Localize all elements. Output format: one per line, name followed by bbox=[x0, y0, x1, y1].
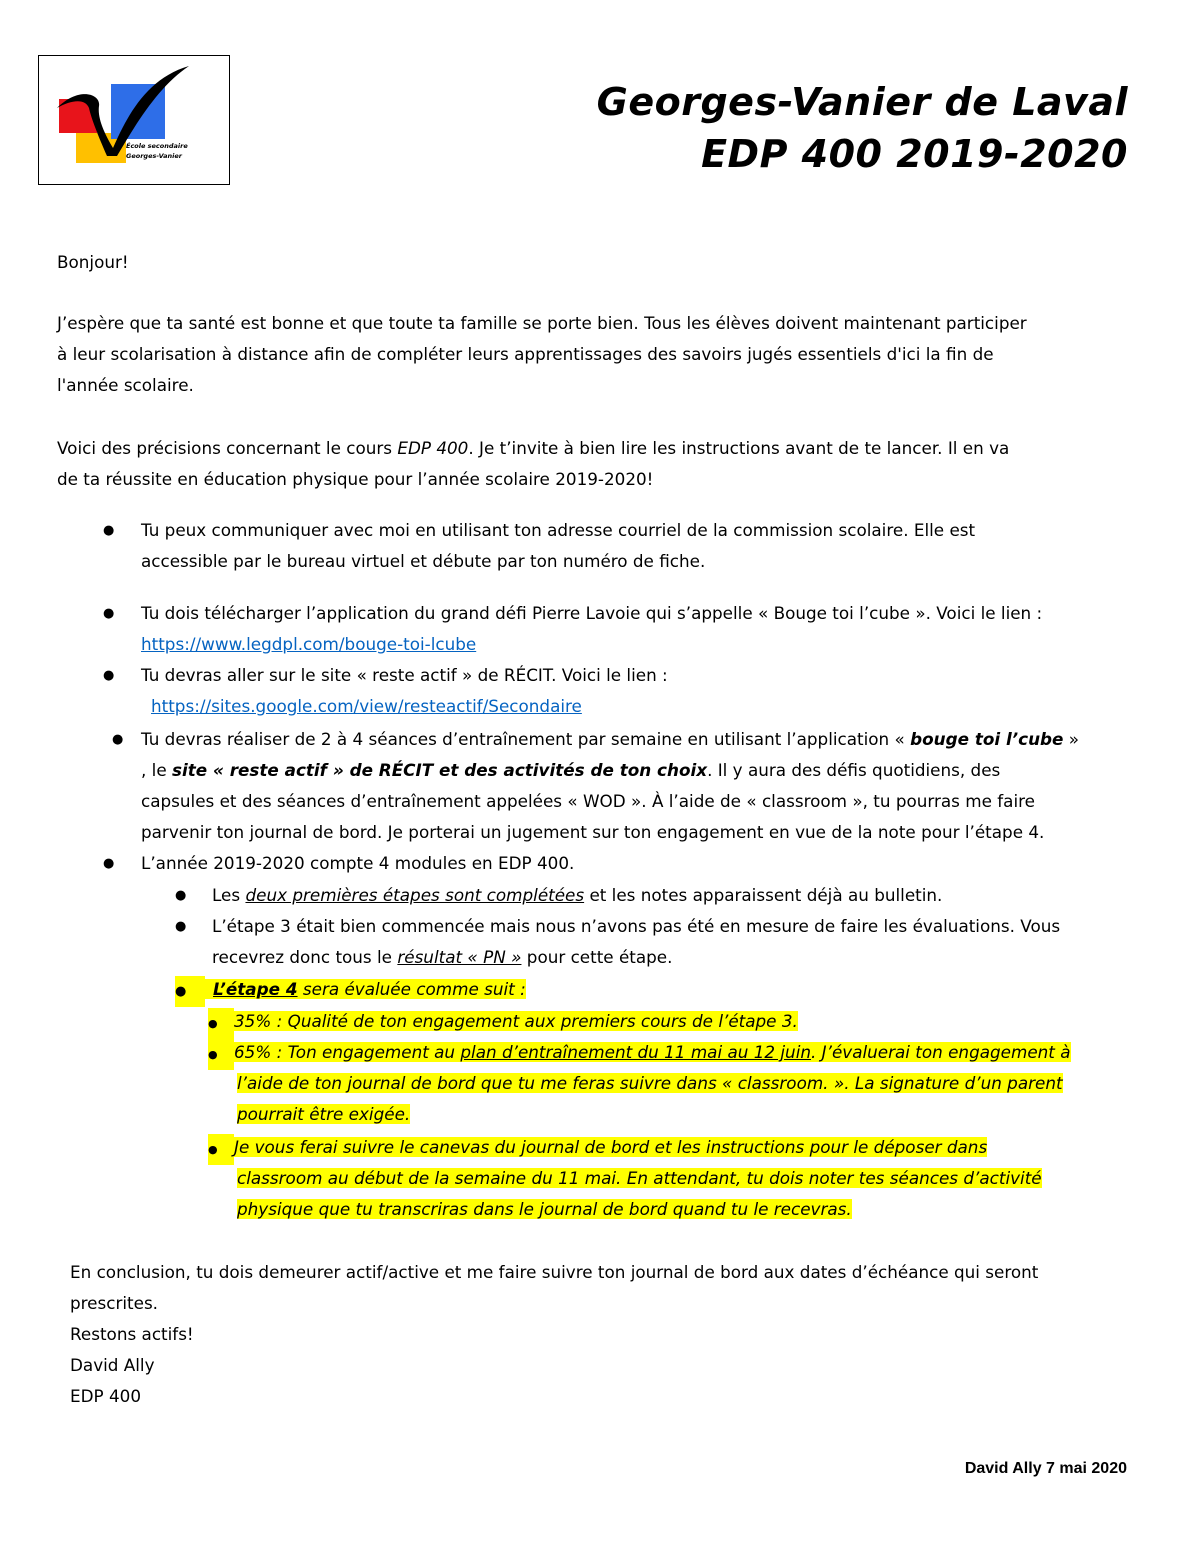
journal-text: physique que tu transcriras dans le journal de bord quand tu le recevras. bbox=[237, 1199, 852, 1219]
step-4-line bbox=[175, 974, 526, 1007]
intro-line-3: l'année scolaire. bbox=[57, 375, 194, 395]
closing-phrase: Restons actifs! bbox=[70, 1324, 194, 1344]
bullet-3-line-1: Tu devras aller sur le site « reste actif » de RÉCIT. Voici le lien : bbox=[141, 665, 668, 685]
bullet-dot-icon: ● bbox=[208, 1039, 234, 1070]
conclusion-line-1: En conclusion, tu dois demeurer actif/active et me faire suivre ton journal de bord aux dates d’échéance qui seront bbox=[70, 1262, 1039, 1282]
bullet-4-line-1 bbox=[141, 724, 1079, 755]
bullet-2-line-1: Tu dois télécharger l’application du grand défi Pierre Lavoie qui s’appelle « Bouge toi l’cube ». Voici le lien : bbox=[141, 603, 1043, 623]
criteria-35-line bbox=[208, 1006, 798, 1039]
journal-line-1 bbox=[208, 1132, 987, 1165]
journal-line-2 bbox=[237, 1163, 1042, 1194]
bullet-5-line-1: L’année 2019-2020 compte 4 modules en EDP 400. bbox=[141, 853, 575, 873]
criteria-65-text: . J’évaluerai ton engagement à bbox=[811, 1042, 1071, 1062]
bullet-4-text: . Il y aura des défis quotidiens, des bbox=[707, 760, 1001, 780]
course-code: EDP 400 bbox=[397, 438, 469, 458]
precision-text: Voici des précisions concernant le cours bbox=[57, 438, 398, 458]
greeting: Bonjour! bbox=[57, 252, 129, 272]
school-logo bbox=[38, 55, 230, 185]
criteria-65-line-3 bbox=[237, 1099, 410, 1130]
precision-line-2: de ta réussite en éducation physique pour l’année scolaire 2019-2020! bbox=[57, 469, 654, 489]
footer-author-date: David Ally 7 mai 2020 bbox=[964, 1460, 1127, 1477]
bullet-dot-icon: ● bbox=[175, 976, 205, 1007]
sub-bullet-text: pour cette étape. bbox=[521, 947, 673, 967]
bullet-3-link-line bbox=[151, 691, 582, 722]
bullet-4-text: , le bbox=[141, 760, 172, 780]
bullet-4-line-3: capsules et des séances d’entraînement appelées « WOD ». À l’aide de « classroom », tu pourras me faire bbox=[141, 791, 1035, 811]
sub-bullet-text: recevrez donc tous le bbox=[212, 947, 398, 967]
criteria-65-text: l’aide de ton journal de bord que tu me feras suivre dans « classroom. ». La signature d’un parent bbox=[237, 1073, 1063, 1093]
bullet-dot-icon: ● bbox=[208, 1134, 234, 1165]
training-plan-dates: plan d’entraînement du 11 mai au 12 juin bbox=[460, 1042, 811, 1062]
intro-line-2: à leur scolarisation à distance afin de compléter leurs apprentissages des savoirs jugés essentiels d'ici la fin de bbox=[57, 344, 994, 364]
sub-bullet-1 bbox=[212, 880, 942, 911]
bullet-dot-icon: ● bbox=[175, 919, 187, 934]
sub-bullet-text: Les bbox=[212, 885, 246, 905]
signature-course: EDP 400 bbox=[70, 1386, 142, 1406]
sub-bullet-2-line-1: L’étape 3 était bien commencée mais nous n’avons pas été en mesure de faire les évaluations. Vous bbox=[212, 916, 1061, 936]
criteria-65-line-1 bbox=[208, 1037, 1071, 1070]
bullet-dot-icon: ● bbox=[103, 523, 115, 538]
intro-line-1: J’espère que ta santé est bonne et que toute ta famille se porte bien. Tous les élèves doivent maintenant participer bbox=[57, 313, 1027, 333]
bullet-dot-icon: ● bbox=[208, 1008, 234, 1039]
conclusion-line-2: prescrites. bbox=[70, 1293, 159, 1313]
logo-text-line2: Georges-Vanier bbox=[126, 152, 182, 160]
bullet-4-line-4: parvenir ton journal de bord. Je porterai un jugement sur ton engagement en vue de la note pour l’étape 4. bbox=[141, 822, 1045, 842]
criteria-65-line-2 bbox=[237, 1068, 1063, 1099]
journal-text: classroom au début de la semaine du 11 mai. En attendant, tu dois noter tes séances d’activité bbox=[237, 1168, 1042, 1188]
page-title bbox=[597, 76, 1128, 180]
sub-bullet-2-line-2 bbox=[212, 942, 672, 973]
bullet-4-text: Tu devras réaliser de 2 à 4 séances d’entraînement par semaine en utilisant l’application « bbox=[141, 729, 911, 749]
reste-actif-link[interactable]: https://sites.google.com/view/resteactif/Secondaire bbox=[151, 696, 582, 716]
criteria-65-text: pourrait être exigée. bbox=[237, 1104, 411, 1124]
precision-text: . Je t’invite à bien lire les instructions avant de te lancer. Il en va bbox=[468, 438, 1010, 458]
app-name: bouge toi l’cube bbox=[910, 729, 1064, 749]
bullet-2-link-line bbox=[141, 629, 476, 660]
sub-bullet-text: et les notes apparaissent déjà au bulletin. bbox=[584, 885, 943, 905]
criteria-65-text: 65% : Ton engagement au bbox=[234, 1042, 461, 1062]
journal-line-3 bbox=[237, 1194, 852, 1225]
signature-name: David Ally bbox=[70, 1355, 155, 1375]
step-4-text: sera évaluée comme suit : bbox=[297, 979, 526, 999]
journal-text: Je vous ferai suivre le canevas du journal de bord et les instructions pour le déposer dans bbox=[234, 1137, 988, 1157]
criteria-35: 35% : Qualité de ton engagement aux premiers cours de l’étape 3. bbox=[234, 1011, 798, 1031]
bullet-dot-icon: ● bbox=[112, 732, 124, 747]
bullet-1-line-1: Tu peux communiquer avec moi en utilisant ton adresse courriel de la commission scolaire. Elle est bbox=[141, 520, 976, 540]
precision-line-1 bbox=[57, 433, 1009, 464]
site-name: site « reste actif » de RÉCIT et des activités de ton choix bbox=[172, 760, 708, 780]
title-course: EDP 400 2019-2020 bbox=[701, 132, 1128, 176]
title-school: Georges-Vanier de Laval bbox=[596, 80, 1128, 124]
logo-text-line1: École secondaire bbox=[126, 142, 188, 150]
bullet-4-text: » bbox=[1063, 729, 1080, 749]
completed-steps: deux premières étapes sont complétées bbox=[245, 885, 585, 905]
step-4-label: L’étape 4 bbox=[213, 979, 298, 999]
school-v-logo-icon bbox=[39, 56, 230, 185]
pn-result: résultat « PN » bbox=[397, 947, 522, 967]
bullet-dot-icon: ● bbox=[175, 888, 187, 903]
bullet-4-line-2 bbox=[141, 755, 1000, 786]
bullet-dot-icon: ● bbox=[103, 606, 115, 621]
bullet-1-line-2: accessible par le bureau virtuel et débute par ton numéro de fiche. bbox=[141, 551, 706, 571]
bouge-toi-lcube-link[interactable]: https://www.legdpl.com/bouge-toi-lcube bbox=[141, 634, 477, 654]
bullet-dot-icon: ● bbox=[103, 668, 115, 683]
bullet-dot-icon: ● bbox=[103, 856, 115, 871]
